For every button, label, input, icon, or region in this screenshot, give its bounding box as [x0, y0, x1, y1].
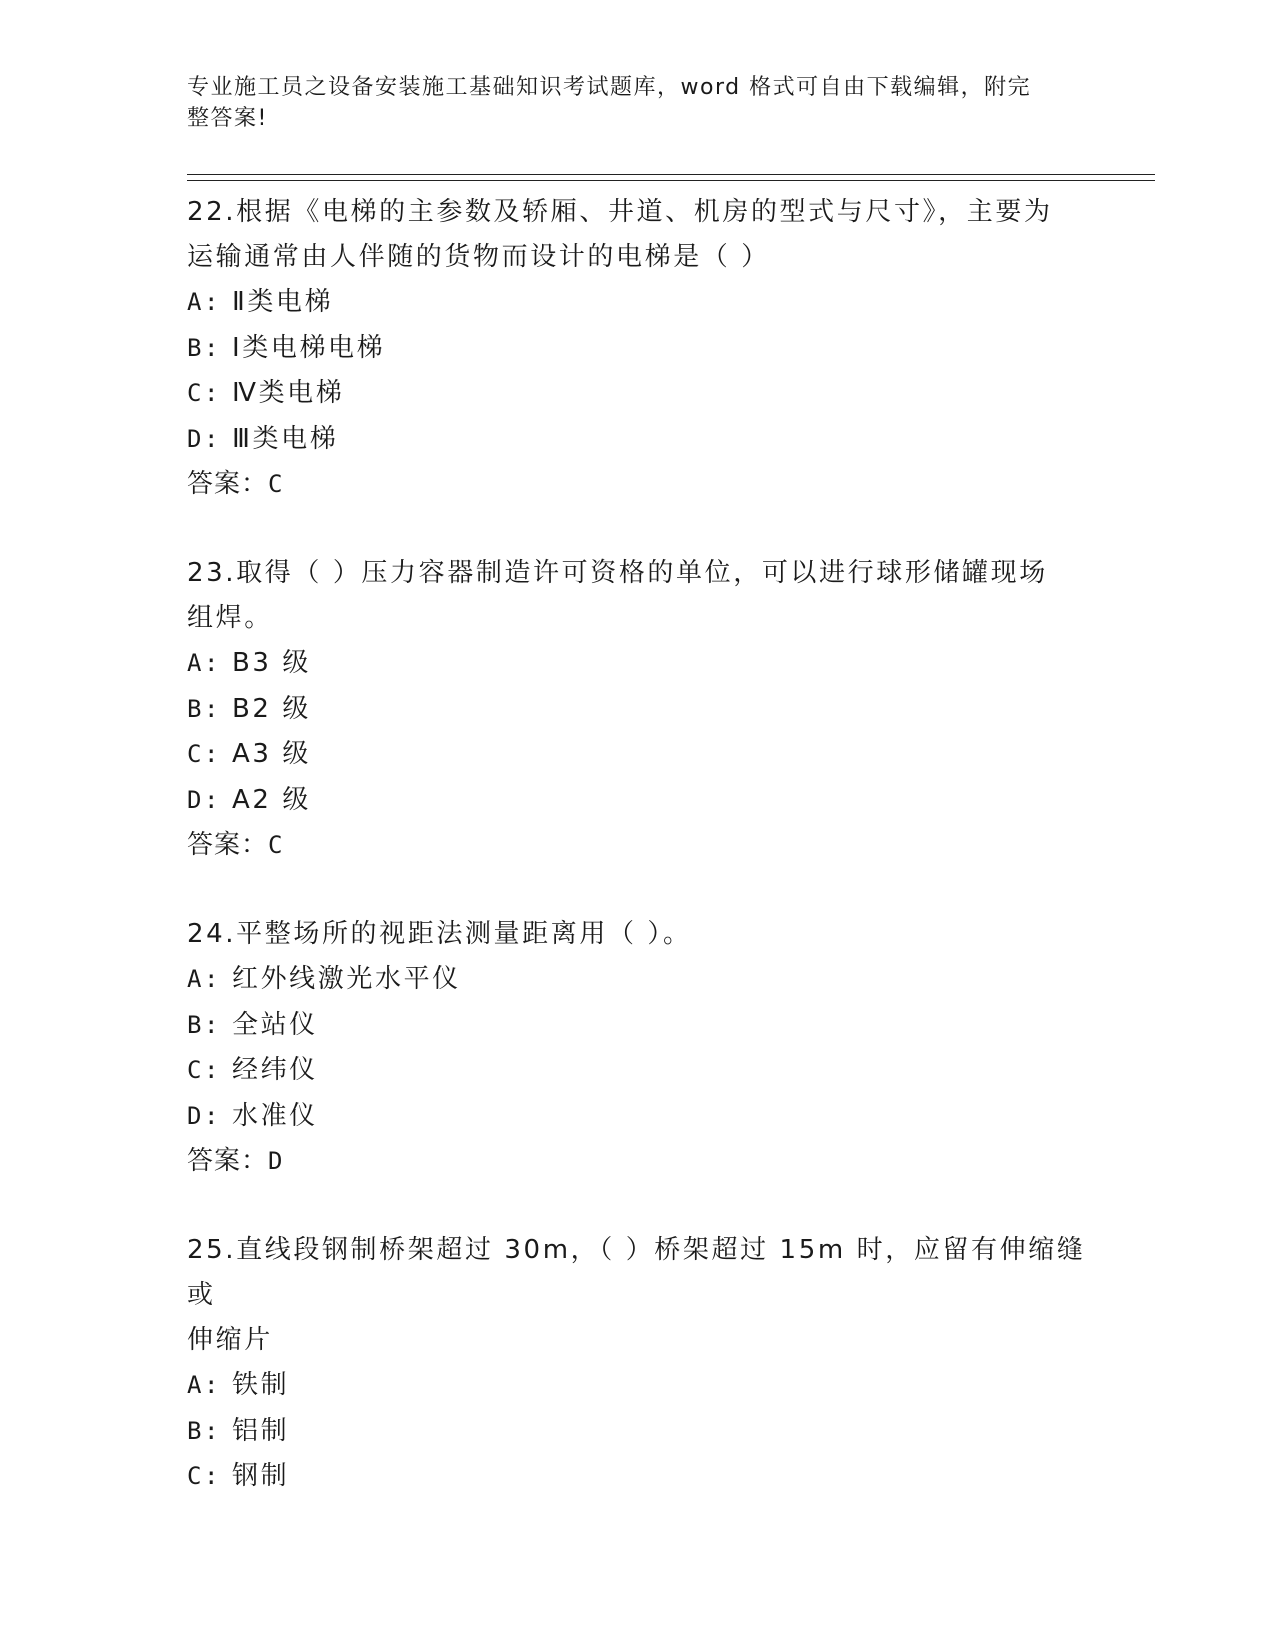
- option-text: Ⅲ类电梯: [231, 423, 339, 454]
- option-letter: D:: [187, 424, 222, 453]
- question-stem-line: 22.根据《电梯的主参数及轿厢、井道、机房的型式与尺寸》，主要为: [187, 197, 1053, 227]
- option-b: [187, 687, 1087, 733]
- option-text: 钢制: [231, 1461, 290, 1491]
- answer-label: 答案：: [187, 469, 269, 499]
- answer-line: [187, 1139, 1087, 1184]
- option-letter: A:: [187, 1371, 222, 1399]
- answer-label: 答案：: [187, 1146, 269, 1176]
- document-header: [187, 72, 1067, 134]
- option-c: [187, 1048, 1087, 1094]
- question-stem-line: 伸缩片: [187, 1325, 273, 1355]
- option-text: 铁制: [231, 1370, 290, 1400]
- option-letter: B:: [187, 333, 222, 362]
- option-text: 经纬仪: [231, 1055, 318, 1085]
- option-text: 红外线激光水平仪: [231, 964, 461, 994]
- option-b: [187, 1003, 1087, 1049]
- option-text: Ⅳ类电梯: [231, 378, 345, 408]
- question-stem-line: 24.平整场所的视距法测量距离用（ ）。: [187, 919, 692, 949]
- answer-line: [187, 462, 1087, 507]
- option-letter: C:: [187, 379, 222, 407]
- answer-value: C: [268, 470, 284, 498]
- option-letter: B:: [187, 1010, 222, 1039]
- answer-line: [187, 823, 1087, 868]
- option-d: [187, 417, 1087, 463]
- question-24: [187, 912, 1087, 1184]
- option-letter: A:: [187, 965, 222, 993]
- header-line-2: 整答案!: [187, 106, 268, 131]
- option-a: [187, 957, 1087, 1003]
- option-c: [187, 371, 1087, 417]
- option-letter: D:: [187, 1101, 222, 1130]
- option-letter: B:: [187, 694, 222, 723]
- option-a: [187, 641, 1087, 687]
- option-letter: C:: [187, 740, 222, 768]
- answer-value: D: [268, 1147, 284, 1175]
- question-23: [187, 551, 1087, 868]
- answer-label: 答案：: [187, 830, 269, 860]
- question-list: [187, 190, 1087, 1500]
- option-b: [187, 1409, 1087, 1455]
- option-d: [187, 778, 1087, 824]
- option-text: A2 级: [231, 784, 311, 815]
- option-letter: A:: [187, 288, 222, 316]
- option-text: A3 级: [231, 739, 311, 769]
- option-a: [187, 1363, 1087, 1409]
- option-text: B2 级: [231, 693, 312, 724]
- option-letter: D:: [187, 785, 222, 814]
- option-text: Ⅱ类电梯: [231, 287, 334, 317]
- question-stem-line: 25.直线段钢制桥架超过 30m，（ ）桥架超过 15m 时，应留有伸缩缝或: [187, 1235, 1086, 1310]
- option-text: 全站仪: [231, 1009, 318, 1040]
- option-b: [187, 326, 1087, 372]
- header-line-1: 专业施工员之设备安装施工基础知识考试题库，word 格式可自由下载编辑，附完: [187, 75, 1032, 100]
- option-c: [187, 1454, 1087, 1500]
- question-stem-line: 组焊。: [187, 603, 273, 633]
- option-text: Ⅰ类电梯电梯: [231, 332, 386, 363]
- question-stem-line: 23.取得（ ）压力容器制造许可资格的单位，可以进行球形储罐现场: [187, 558, 1048, 588]
- option-letter: B:: [187, 1416, 222, 1445]
- option-d: [187, 1094, 1087, 1140]
- header-divider-top: [187, 174, 1155, 175]
- question-25: [187, 1228, 1087, 1500]
- option-letter: C:: [187, 1462, 222, 1490]
- option-text: 水准仪: [231, 1100, 318, 1131]
- question-stem-line: 运输通常由人伴随的货物而设计的电梯是（ ）: [187, 242, 770, 272]
- header-divider-bottom: [187, 180, 1155, 181]
- answer-value: C: [268, 831, 284, 859]
- option-a: [187, 280, 1087, 326]
- question-22: [187, 190, 1087, 507]
- option-text: B3 级: [231, 648, 312, 678]
- option-letter: C:: [187, 1056, 222, 1084]
- option-letter: A:: [187, 649, 222, 677]
- option-text: 铝制: [231, 1415, 290, 1446]
- option-c: [187, 732, 1087, 778]
